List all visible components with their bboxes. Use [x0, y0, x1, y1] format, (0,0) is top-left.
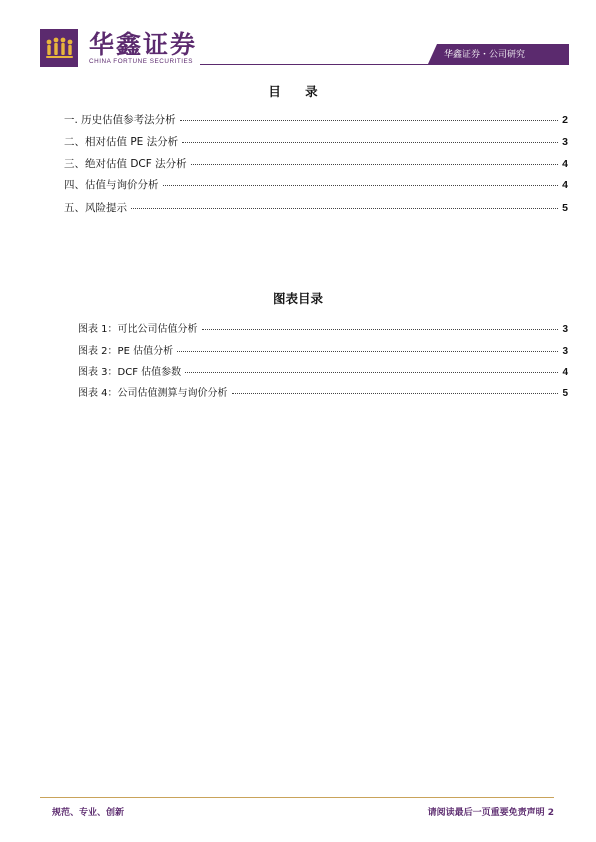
figure-item-page: 4 — [562, 367, 568, 378]
toc-leader — [131, 208, 558, 209]
figure-item-label: 图表 4：公司估值测算与询价分析 — [78, 388, 228, 399]
figure-item-4[interactable] — [78, 384, 568, 399]
header-divider — [200, 64, 569, 65]
toc-leader — [180, 120, 558, 121]
figure-item-label: 图表 2：PE 估值分析 — [78, 346, 174, 357]
toc-item-page: 4 — [562, 179, 568, 191]
toc-item-5[interactable] — [64, 200, 568, 215]
logo-mark — [40, 29, 78, 67]
figure-item-1[interactable] — [78, 320, 568, 335]
toc-item-label: 二、相对估值 PE 法分析 — [64, 136, 179, 148]
figures-title: 图表目录 — [272, 291, 323, 306]
toc-item-page: 2 — [562, 114, 568, 126]
toc-item-label: 一. 历史估值参考法分析 — [64, 114, 176, 126]
toc-item-label: 五、风险提示 — [64, 202, 127, 214]
figure-item-page: 3 — [562, 346, 568, 357]
footer-slogan: 规范、专业、创新 — [52, 808, 125, 818]
footer-divider — [40, 797, 554, 798]
figure-item-label: 图表 3：DCF 估值参数 — [78, 367, 182, 378]
figure-leader — [202, 329, 559, 330]
toc-item-page: 5 — [562, 202, 568, 214]
toc-item-4[interactable] — [64, 177, 568, 192]
figure-leader — [185, 372, 558, 373]
logo-figures-icon — [40, 29, 78, 67]
toc-leader — [163, 185, 559, 186]
toc-leader — [191, 164, 559, 165]
toc-item-label: 四、估值与询价分析 — [64, 179, 159, 191]
toc-leader — [182, 142, 558, 143]
toc-item-1[interactable] — [64, 112, 568, 127]
figure-item-page: 5 — [562, 388, 568, 399]
toc-item-page: 3 — [562, 136, 568, 148]
figure-item-label: 图表 1：可比公司估值分析 — [78, 324, 198, 335]
footer-disclaimer: 请阅读最后一页重要免责声明 2 — [427, 808, 554, 818]
toc-item-2[interactable] — [64, 134, 568, 149]
logo-name-en: CHINA FORTUNE SECURITIES — [89, 58, 194, 65]
toc-item-page: 4 — [562, 158, 568, 170]
figure-leader — [232, 393, 559, 394]
figure-leader — [177, 351, 558, 352]
header-tab-label: 华鑫证券・公司研究 — [444, 50, 526, 60]
toc-title: 目 录 — [268, 84, 328, 99]
toc-item-3[interactable] — [64, 156, 568, 171]
figure-item-3[interactable] — [78, 363, 568, 378]
figure-item-2[interactable] — [78, 342, 568, 357]
figure-item-page: 3 — [562, 324, 568, 335]
toc-item-label: 三、绝对估值 DCF 法分析 — [64, 158, 187, 170]
logo-name-cn: 华鑫证券 — [89, 30, 198, 59]
